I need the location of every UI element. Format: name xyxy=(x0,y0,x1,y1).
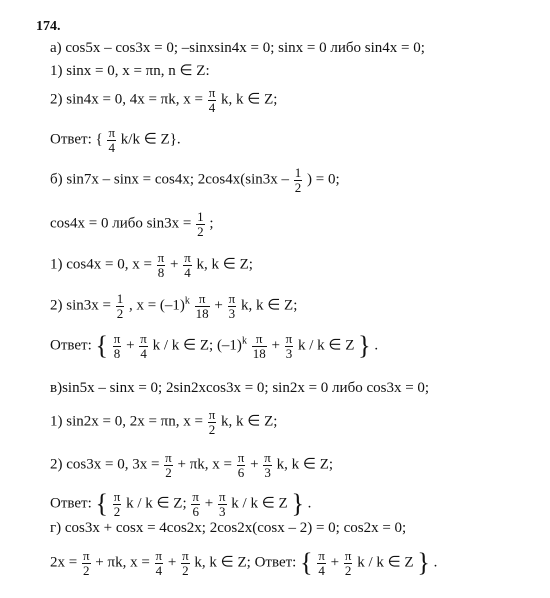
fraction-pi-over-3 xyxy=(285,332,294,360)
numerator: 1 xyxy=(197,209,204,224)
numerator: π xyxy=(82,548,90,563)
numerator: 1 xyxy=(294,165,302,180)
numerator: π xyxy=(113,331,121,346)
exponent: k xyxy=(184,295,190,307)
numerator: π xyxy=(208,407,216,422)
text-segment: . xyxy=(374,337,379,354)
fraction-pi-over-3 xyxy=(218,490,227,518)
text-segment: 1) sin2x = 0, 2x = πn, x = xyxy=(50,413,203,430)
open-brace: { xyxy=(95,489,108,519)
fraction-pi-over-4 xyxy=(183,251,192,279)
fraction-1-over-2 xyxy=(196,210,205,238)
fraction-pi-over-6 xyxy=(191,490,200,518)
text-segment: 2) sin4x = 0, 4x = πk, x = xyxy=(50,91,203,108)
numerator: π xyxy=(237,450,245,465)
fraction-pi-over-6 xyxy=(237,451,246,479)
text-segment: k / k ∈ Z; xyxy=(126,495,187,512)
denominator: 4 xyxy=(318,562,325,578)
open-brace: { xyxy=(300,548,313,578)
text-segment: ; xyxy=(209,215,214,232)
numerator: π xyxy=(182,548,189,563)
numerator: π xyxy=(108,125,116,140)
denominator: 18 xyxy=(252,345,266,361)
text-segment: + xyxy=(126,337,135,354)
numerator: π xyxy=(140,331,147,346)
part-b-line-3 xyxy=(50,251,253,279)
part-b-line-4 xyxy=(50,292,297,320)
fraction-pi-over-4 xyxy=(139,332,148,360)
denominator: 3 xyxy=(285,345,293,361)
text-segment: k, k ∈ Z; xyxy=(221,91,278,108)
fraction-pi-over-8 xyxy=(113,332,122,360)
exponent: k xyxy=(241,335,247,347)
text-segment: + πk, x = xyxy=(177,456,232,473)
numerator: π xyxy=(195,292,210,307)
answer-label: Ответ: xyxy=(50,495,92,512)
text-segment: k / k ∈ Z xyxy=(357,554,414,571)
fraction-pi-over-3 xyxy=(228,292,237,320)
text-segment: ) = 0; xyxy=(307,171,340,188)
fraction-1-over-2 xyxy=(116,292,125,320)
denominator: 4 xyxy=(208,99,216,115)
part-a-line-3 xyxy=(50,86,277,114)
fraction-pi-over-2 xyxy=(181,549,190,577)
numerator: π xyxy=(228,291,236,306)
text-segment: + xyxy=(330,554,340,571)
answer-label: Ответ: xyxy=(50,131,92,148)
fraction-pi-over-2 xyxy=(82,549,91,577)
fraction-pi-over-2 xyxy=(113,490,122,518)
fraction-pi-over-4 xyxy=(155,549,164,577)
part-v-line-1: в)sin5x – sinx = 0; 2sin2xcos3x = 0; sin2x = 0 либо cos3x = 0; xyxy=(50,380,430,396)
numerator: π xyxy=(113,489,121,504)
text-segment: + πk, x = xyxy=(95,554,150,571)
text-segment: + xyxy=(170,256,179,273)
text-segment: + xyxy=(250,456,259,473)
text-segment: . xyxy=(307,495,312,512)
numerator: π xyxy=(344,548,352,563)
answer-label: Ответ: xyxy=(50,337,92,354)
part-b-answer xyxy=(50,332,378,360)
numerator: π xyxy=(252,332,267,347)
denominator: 2 xyxy=(83,562,90,578)
numerator: π xyxy=(285,331,293,346)
denominator: 2 xyxy=(197,223,204,239)
close-brace: } xyxy=(417,548,430,578)
text-segment: 2x = xyxy=(50,554,78,571)
denominator: 4 xyxy=(155,562,163,578)
text-segment: б) sin7x – sinx = cos4x; 2cos4x(sin3x – xyxy=(50,171,290,188)
denominator: 4 xyxy=(184,264,191,280)
part-g-line-1: г) cos3x + cosx = 4cos2x; 2cos2x(cosx – 2) = 0; cos2x = 0; xyxy=(50,520,407,536)
fraction-1-over-2 xyxy=(294,166,303,194)
part-b-line-2 xyxy=(50,210,214,238)
close-brace: } xyxy=(291,489,304,519)
denominator: 4 xyxy=(108,139,115,155)
part-a-line-1: а) cos5x – cos3x = 0; –sinxsin4x = 0; sinx = 0 либо sin4x = 0; xyxy=(50,40,425,56)
denominator: 2 xyxy=(344,562,352,578)
text-segment: + xyxy=(214,297,223,314)
text-segment: k / k ∈ Z xyxy=(297,337,355,354)
part-b-line-1 xyxy=(50,166,340,194)
text-segment: k, k ∈ Z; Ответ: xyxy=(194,554,297,571)
denominator: 8 xyxy=(113,345,121,361)
text-segment: + xyxy=(167,554,177,571)
denominator: 6 xyxy=(192,503,199,519)
text-segment: { xyxy=(95,131,103,148)
fraction-pi-over-8 xyxy=(157,251,166,279)
fraction-pi-over-4 xyxy=(208,86,217,114)
part-v-line-2 xyxy=(50,408,277,436)
fraction-pi-over-2 xyxy=(344,549,353,577)
text-segment: . xyxy=(433,554,438,571)
denominator: 2 xyxy=(182,562,189,578)
fraction-pi-over-2 xyxy=(208,408,217,436)
part-v-line-3 xyxy=(50,451,333,479)
numerator: π xyxy=(157,250,165,265)
denominator: 2 xyxy=(113,503,121,519)
text-segment: k, k ∈ Z; xyxy=(196,256,253,273)
denominator: 8 xyxy=(157,264,165,280)
fraction-pi-over-4 xyxy=(107,126,116,154)
part-v-answer xyxy=(50,490,311,518)
numerator: π xyxy=(192,489,199,504)
numerator: π xyxy=(264,450,271,465)
denominator: 2 xyxy=(208,421,216,437)
text-segment: k, k ∈ Z; xyxy=(221,413,278,430)
denominator: 4 xyxy=(140,345,147,361)
numerator: π xyxy=(165,450,172,465)
problem-number: 174. xyxy=(36,19,61,34)
close-brace: } xyxy=(358,331,371,361)
numerator: 1 xyxy=(116,291,124,306)
fraction-pi-over-3 xyxy=(263,451,272,479)
numerator: π xyxy=(318,548,325,563)
text-segment: k, k ∈ Z; xyxy=(276,456,334,473)
denominator: 18 xyxy=(195,305,209,321)
numerator: π xyxy=(184,250,191,265)
numerator: π xyxy=(208,85,216,100)
fraction-pi-over-4 xyxy=(317,549,326,577)
text-segment: cos4x = 0 либо sin3x = xyxy=(50,215,192,232)
numerator: π xyxy=(218,489,226,504)
denominator: 3 xyxy=(264,464,271,480)
fraction-pi-over-18 xyxy=(195,292,210,320)
text-segment: k/k ∈ Z}. xyxy=(120,131,181,148)
denominator: 3 xyxy=(228,305,236,321)
text-segment: 2) cos3x = 0, 3x = xyxy=(50,456,160,473)
text-segment: + xyxy=(271,337,280,354)
text-segment: k, k ∈ Z; xyxy=(240,297,298,314)
text-segment: 1) cos4x = 0, x = xyxy=(50,256,152,273)
part-g-line-2 xyxy=(50,549,437,577)
denominator: 6 xyxy=(237,464,245,480)
text-segment: k / k ∈ Z xyxy=(231,495,288,512)
numerator: π xyxy=(155,548,163,563)
denominator: 3 xyxy=(218,503,226,519)
denominator: 2 xyxy=(294,179,302,195)
denominator: 2 xyxy=(116,305,124,321)
text-segment: k / k ∈ Z; (–1) xyxy=(152,337,242,354)
fraction-pi-over-2 xyxy=(164,451,173,479)
open-brace: { xyxy=(95,331,108,361)
part-a-answer xyxy=(50,126,181,154)
fraction-pi-over-18 xyxy=(252,332,267,360)
text-segment: + xyxy=(204,495,214,512)
text-segment: , x = (–1) xyxy=(128,297,185,314)
text-segment: 2) sin3x = xyxy=(50,297,111,314)
part-a-line-2: 1) sinx = 0, x = πn, n ∈ Z: xyxy=(50,63,210,79)
denominator: 2 xyxy=(165,464,172,480)
